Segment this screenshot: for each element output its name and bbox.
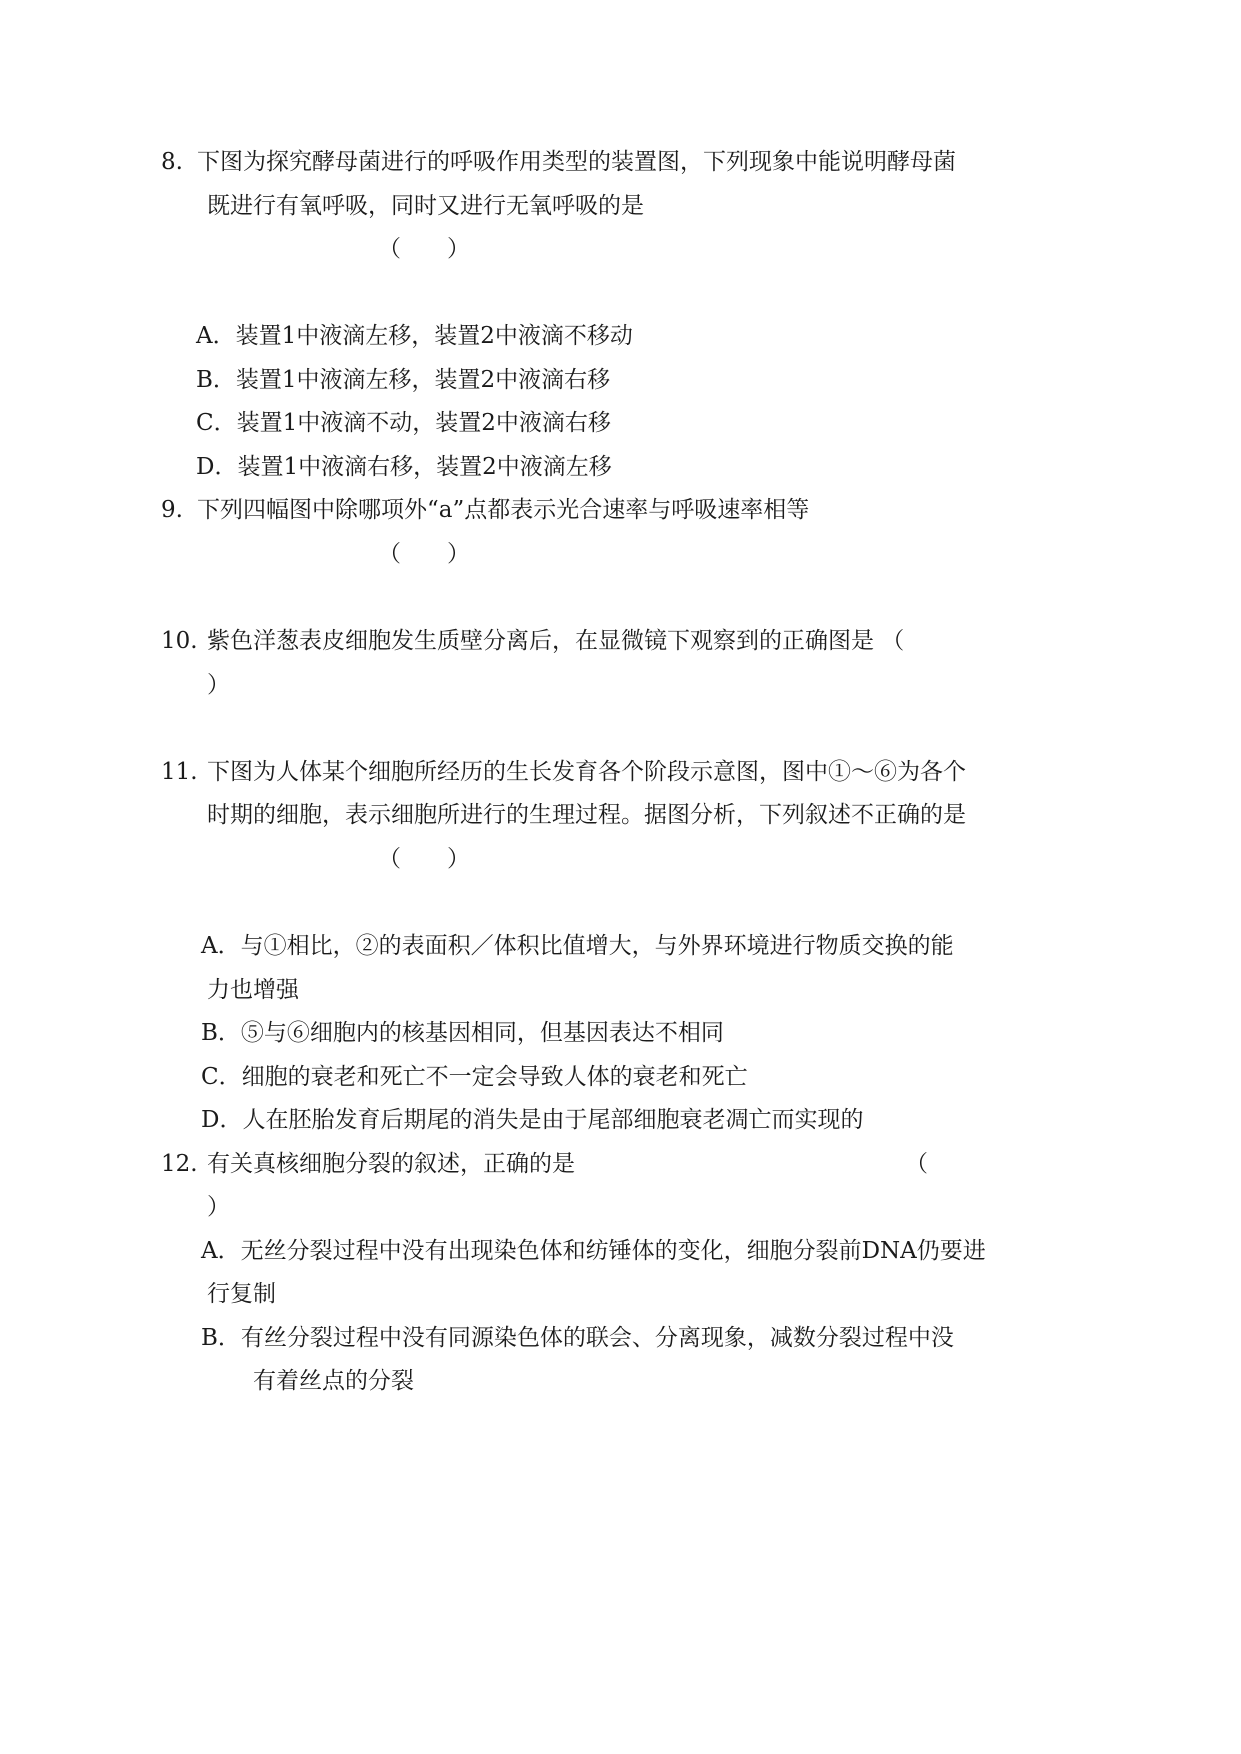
q12-stem-line1: 有关真核细胞分裂的叙述，正确的是 (207, 1151, 575, 1177)
q12-bracket-open: （ (905, 1151, 928, 1177)
q9-stem-line1: 下列四幅图中除哪项外“a”点都表示光合速率与呼吸速率相等 (197, 497, 810, 523)
q8-option-a: A．装置1中液滴左移，装置2中液滴不移动 (196, 323, 633, 349)
q11-option-d: D．人在胚胎发育后期尾的消失是由于尾部细胞衰老凋亡而实现的 (201, 1107, 864, 1133)
q12-option-a-cont: 行复制 (207, 1281, 276, 1307)
q10-stem-line2: ） (207, 672, 230, 698)
q8-answer-bracket: （ ） (378, 236, 470, 262)
q9-number: 9. (161, 497, 183, 523)
q8-option-b: B．装置1中液滴左移，装置2中液滴右移 (196, 367, 611, 393)
q8-stem-line1: 下图为探究酵母菌进行的呼吸作用类型的装置图，下列现象中能说明酵母菌 (197, 149, 956, 175)
q11-option-b: B．⑤与⑥细胞内的核基因相同，但基因表达不相同 (201, 1020, 724, 1046)
q12-option-b: B．有丝分裂过程中没有同源染色体的联会、分离现象，减数分裂过程中没 (201, 1325, 954, 1351)
q11-option-a-cont: 力也增强 (207, 977, 299, 1003)
q11-stem-line2: 时期的细胞，表示细胞所进行的生理过程。据图分析，下列叙述不正确的是 (207, 802, 966, 828)
q11-number: 11. (161, 759, 198, 785)
q9-answer-bracket: （ ） (378, 541, 470, 567)
q12-number: 12. (161, 1151, 198, 1177)
q8-number: 8. (161, 149, 183, 175)
q12-option-b-cont: 有着丝点的分裂 (253, 1368, 414, 1394)
q12-option-a: A．无丝分裂过程中没有出现染色体和纺锤体的变化，细胞分裂前DNA仍要进 (201, 1238, 986, 1264)
q8-option-c: C．装置1中液滴不动，装置2中液滴右移 (196, 410, 611, 436)
q11-option-a: A．与①相比，②的表面积／体积比值增大，与外界环境进行物质交换的能 (201, 933, 954, 959)
q11-stem-line1: 下图为人体某个细胞所经历的生长发育各个阶段示意图，图中①～⑥为各个 (207, 759, 966, 785)
q11-answer-bracket: （ ） (378, 846, 470, 872)
q12-stem-line2: ） (207, 1194, 230, 1220)
q8-option-d: D．装置1中液滴右移，装置2中液滴左移 (196, 454, 612, 480)
q8-stem-line2: 既进行有氧呼吸，同时又进行无氧呼吸的是 (207, 193, 644, 219)
q11-option-c: C．细胞的衰老和死亡不一定会导致人体的衰老和死亡 (201, 1064, 748, 1090)
q10-stem-line1: 紫色洋葱表皮细胞发生质壁分离后，在显微镜下观察到的正确图是 （ (207, 628, 905, 654)
q10-number: 10. (161, 628, 198, 654)
